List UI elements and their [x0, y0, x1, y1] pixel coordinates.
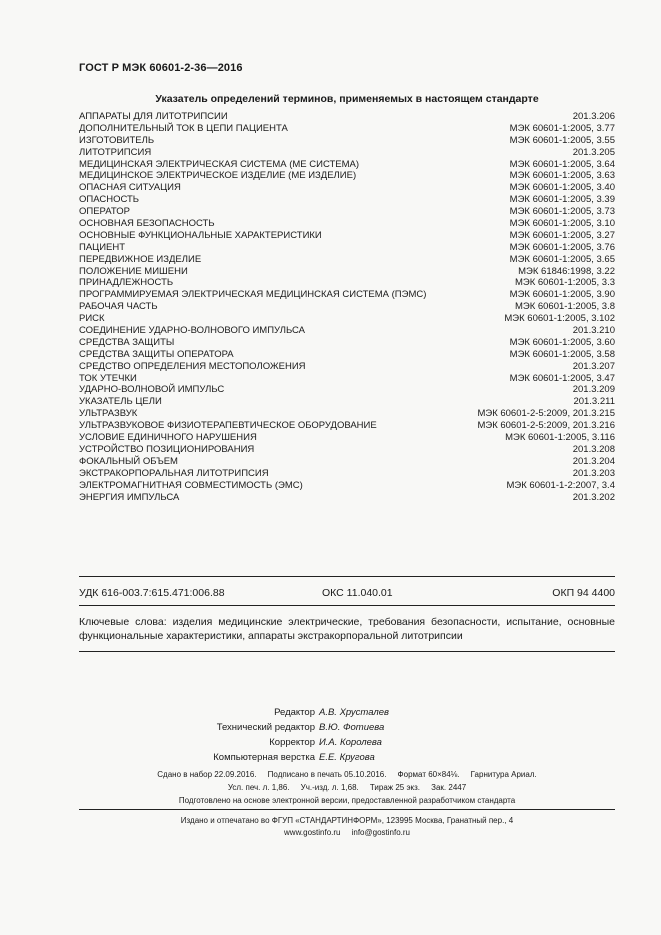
term-row	[79, 373, 615, 385]
document-number: ГОСТ Р МЭК 60601-2-36—2016	[79, 62, 243, 74]
term-reference: МЭК 60601-1:2005, 3.63	[509, 170, 615, 182]
term-row	[79, 396, 615, 408]
print-imprint	[79, 768, 615, 807]
term-reference: МЭК 60601-2-5:2009, 201.3.215	[477, 408, 615, 420]
middle-divider	[79, 605, 615, 606]
term-row	[79, 384, 615, 396]
editorial-credits	[0, 705, 661, 765]
term-name: СОЕДИНЕНИЕ УДАРНО-ВОЛНОВОГО ИМПУЛЬСА	[79, 325, 306, 337]
term-name: УСТРОЙСТВО ПОЗИЦИОНИРОВАНИЯ	[79, 443, 255, 455]
index-title: Указатель определений терминов, применяемых в настоящем стандарте	[155, 93, 539, 105]
term-name: ЭЛЕКТРОМАГНИТНАЯ СОВМЕСТИМОСТЬ (ЭМС)	[79, 479, 303, 491]
term-row	[79, 277, 615, 289]
term-reference: МЭК 60601-1:2005, 3.58	[509, 348, 615, 360]
credit-row	[0, 720, 661, 735]
term-reference: 201.3.207	[572, 360, 615, 372]
keywords-divider	[79, 651, 615, 652]
publisher-address: Издано и отпечатано во ФГУП «СТАНДАРТИНФОРМ», 123995 Москва, Гранатный пер., 4	[180, 816, 514, 825]
term-row	[79, 444, 615, 456]
term-reference: МЭК 61846:1998, 3.22	[518, 265, 615, 277]
term-name: ПОЛОЖЕНИЕ МИШЕНИ	[79, 265, 188, 277]
term-reference: МЭК 60601-1:2005, 3.60	[509, 336, 615, 348]
term-name: ЭКСТРАКОРПОРАЛЬНАЯ ЛИТОТРИПСИЯ	[79, 467, 269, 479]
term-name: ДОПОЛНИТЕЛЬНЫЙ ТОК В ЦЕПИ ПАЦИЕНТА	[79, 122, 288, 134]
term-name: ОПАСНОСТЬ	[79, 194, 140, 206]
term-row	[79, 194, 615, 206]
term-reference: 201.3.210	[572, 325, 615, 337]
term-name: СРЕДСТВА ЗАЩИТЫ ОПЕРАТОРА	[79, 348, 234, 360]
term-reference: МЭК 60601-1:2005, 3.8	[514, 301, 615, 313]
term-name: ПАЦИЕНТ	[79, 241, 126, 253]
credit-row	[0, 750, 661, 765]
term-reference: МЭК 60601-1:2005, 3.3	[514, 277, 615, 289]
credit-name: В.Ю. Фотиева	[319, 722, 385, 733]
term-reference: МЭК 60601-1:2005, 3.90	[509, 289, 615, 301]
term-name: РАБОЧАЯ ЧАСТЬ	[79, 301, 158, 313]
term-name: УЛЬТРАЗВУКОВОЕ ФИЗИОТЕРАПЕВТИЧЕСКОЕ ОБОРУДОВАНИЕ	[79, 420, 377, 432]
term-name: МЕДИЦИНСКОЕ ЭЛЕКТРИЧЕСКОЕ ИЗДЕЛИЕ (МЕ ИЗДЕЛИЕ)	[79, 170, 357, 182]
term-name: ФОКАЛЬНЫЙ ОБЪЕМ	[79, 455, 178, 467]
udk-code: УДК 616-003.7:615.471:006.88	[79, 587, 225, 599]
credit-role: Редактор	[274, 707, 315, 718]
term-row	[79, 289, 615, 301]
term-reference: МЭК 60601-1:2005, 3.76	[509, 241, 615, 253]
credit-role: Компьютерная верстка	[213, 752, 315, 763]
credit-row	[0, 705, 661, 720]
term-name: ЭНЕРГИЯ ИМПУЛЬСА	[79, 491, 180, 503]
term-name: ПРОГРАММИРУЕМАЯ ЭЛЕКТРИЧЕСКАЯ МЕДИЦИНСКАЯ СИСТЕМА (ПЭМС)	[79, 289, 427, 301]
term-name: ИЗГОТОВИТЕЛЬ	[79, 134, 155, 146]
term-row	[79, 147, 615, 159]
term-row	[79, 206, 615, 218]
term-reference: 201.3.211	[573, 396, 615, 408]
term-reference: 201.3.202	[572, 491, 615, 503]
term-row	[79, 456, 615, 468]
term-row	[79, 135, 615, 147]
credit-row	[0, 735, 661, 750]
imprint-line: Сдано в набор 22.09.2016. Подписано в печать 05.10.2016. Формат 60×84⅛. Гарнитура Ариал.	[157, 770, 537, 779]
term-name: РИСК	[79, 313, 105, 325]
imprint-line: Подготовлено на основе электронной версии, предоставленной разработчиком стандарта	[178, 796, 516, 805]
terms-index-list	[79, 111, 615, 503]
term-name: МЕДИЦИНСКАЯ ЭЛЕКТРИЧЕСКАЯ СИСТЕМА (МЕ СИСТЕМА)	[79, 158, 360, 170]
publisher-info	[79, 815, 615, 839]
term-reference: МЭК 60601-1:2005, 3.73	[509, 206, 615, 218]
term-reference: МЭК 60601-1:2005, 3.116	[505, 432, 615, 444]
top-divider	[79, 576, 615, 577]
term-reference: 201.3.206	[572, 111, 615, 122]
term-row	[79, 325, 615, 337]
keywords-paragraph: Ключевые слова: изделия медицинские электрические, требования безопасности, испытание, основные функциональные характеристики, аппараты экстракорпоральной литотрипсии	[79, 616, 615, 642]
term-name: УЛЬТРАЗВУК	[79, 408, 138, 420]
term-row	[79, 254, 615, 266]
term-reference: 201.3.205	[572, 146, 615, 158]
term-name: ПЕРЕДВИЖНОЕ ИЗДЕЛИЕ	[79, 253, 202, 265]
credit-role: Корректор	[269, 737, 315, 748]
term-row	[79, 349, 615, 361]
term-reference: МЭК 60601-1-2:2007, 3.4	[506, 479, 615, 491]
term-reference: МЭК 60601-1:2005, 3.77	[509, 122, 615, 134]
term-reference: МЭК 60601-1:2005, 3.55	[509, 134, 615, 146]
term-row	[79, 159, 615, 171]
term-reference: МЭК 60601-1:2005, 3.64	[509, 158, 615, 170]
term-reference: МЭК 60601-1:2005, 3.65	[509, 253, 615, 265]
term-name: СРЕДСТВА ЗАЩИТЫ	[79, 336, 175, 348]
term-name: ОПАСНАЯ СИТУАЦИЯ	[79, 182, 181, 194]
term-row	[79, 337, 615, 349]
credit-role: Технический редактор	[216, 722, 315, 733]
term-row	[79, 468, 615, 480]
term-reference: МЭК 60601-1:2005, 3.102	[504, 313, 615, 325]
term-name: ЛИТОТРИПСИЯ	[79, 146, 152, 158]
term-reference: МЭК 60601-1:2005, 3.10	[509, 218, 615, 230]
term-name: ОСНОВНЫЕ ФУНКЦИОНАЛЬНЫЕ ХАРАКТЕРИСТИКИ	[79, 229, 322, 241]
bottom-divider	[79, 809, 615, 810]
term-name: УДАРНО-ВОЛНОВОЙ ИМПУЛЬС	[79, 384, 225, 396]
term-name: УКАЗАТЕЛЬ ЦЕЛИ	[79, 396, 162, 408]
term-row	[79, 408, 615, 420]
credit-name: Е.Е. Кругова	[319, 752, 375, 763]
credit-name: И.А. Королева	[319, 737, 382, 748]
term-name: ПРИНАДЛЕЖНОСТЬ	[79, 277, 174, 289]
term-name: ОПЕРАТОР	[79, 206, 130, 218]
term-row	[79, 123, 615, 135]
term-row	[79, 361, 615, 373]
term-row	[79, 182, 615, 194]
term-reference: 201.3.203	[572, 467, 615, 479]
term-row	[79, 432, 615, 444]
okp-code: ОКП 94 4400	[552, 587, 615, 599]
term-row	[79, 242, 615, 254]
term-reference: МЭК 60601-1:2005, 3.27	[509, 229, 615, 241]
term-row	[79, 111, 615, 123]
term-name: АППАРАТЫ ДЛЯ ЛИТОТРИПСИИ	[79, 111, 228, 122]
term-row	[79, 218, 615, 230]
term-row	[79, 313, 615, 325]
term-row	[79, 266, 615, 278]
publisher-contacts: www.gostinfo.ru info@gostinfo.ru	[284, 828, 410, 837]
term-reference: МЭК 60601-1:2005, 3.39	[509, 194, 615, 206]
term-name: ТОК УТЕЧКИ	[79, 372, 137, 384]
term-row	[79, 301, 615, 313]
credit-name: А.В. Хрусталев	[319, 707, 389, 718]
imprint-line: Усл. печ. л. 1,86. Уч.-изд. л. 1,68. Тираж 25 экз. Зак. 2447	[227, 783, 467, 792]
term-row	[79, 492, 615, 504]
term-reference: 201.3.209	[572, 384, 615, 396]
oks-code: ОКС 11.040.01	[322, 587, 393, 599]
term-reference: МЭК 60601-1:2005, 3.40	[509, 182, 615, 194]
term-reference: 201.3.204	[572, 455, 615, 467]
term-row	[79, 420, 615, 432]
term-reference: МЭК 60601-1:2005, 3.47	[509, 372, 615, 384]
term-name: ОСНОВНАЯ БЕЗОПАСНОСТЬ	[79, 218, 215, 230]
term-row	[79, 230, 615, 242]
term-reference: МЭК 60601-2-5:2009, 201.3.216	[477, 420, 615, 432]
term-reference: 201.3.208	[572, 443, 615, 455]
term-name: СРЕДСТВО ОПРЕДЕЛЕНИЯ МЕСТОПОЛОЖЕНИЯ	[79, 360, 306, 372]
term-row	[79, 170, 615, 182]
term-row	[79, 480, 615, 492]
term-name: УСЛОВИЕ ЕДИНИЧНОГО НАРУШЕНИЯ	[79, 432, 257, 444]
